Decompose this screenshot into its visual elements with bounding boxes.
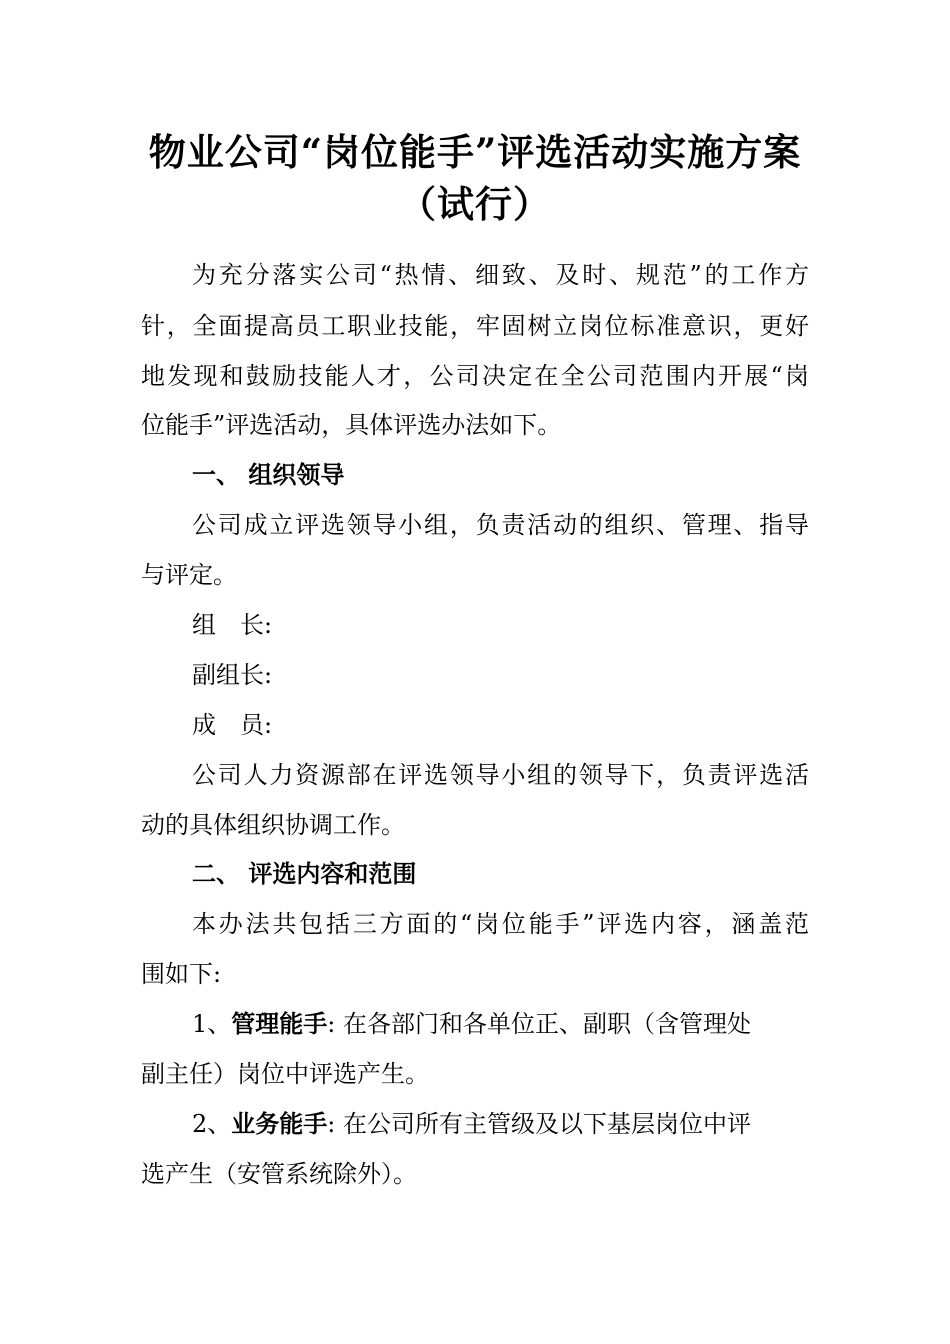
section-1-para2-line-1: 公司人力资源部在评选领导小组的领导下，负责评选活 xyxy=(192,761,809,789)
item-2-label: 业务能手 xyxy=(231,1109,328,1138)
section-1-para2-line-2: 动的具体组织协调工作。 xyxy=(141,811,405,839)
section-2-para-line-2: 围如下: xyxy=(141,960,222,988)
document-subtitle: （试行） xyxy=(399,182,551,226)
section-1-para-line-1: 公司成立评选领导小组，负责活动的组织、管理、指导 xyxy=(192,511,809,539)
item-2-line-1 xyxy=(192,1108,809,1140)
intro-line-1: 为充分落实公司“热情、细致、及时、规范”的工作方 xyxy=(192,261,809,289)
item-1-label: 管理能手 xyxy=(231,1009,328,1038)
item-1-number: 1、 xyxy=(192,1010,232,1038)
item-1-line-2: 副主任）岗位中评选产生。 xyxy=(141,1060,429,1088)
item-1-line-1 xyxy=(192,1008,809,1040)
section-1-heading: 一、 组织领导 xyxy=(192,460,345,489)
deputy-leader-label: 副组长: xyxy=(192,661,273,689)
group-leader-label: 组 长: xyxy=(192,611,273,639)
item-2-text: : 在公司所有主管级及以下基层岗位中评 xyxy=(327,1110,751,1138)
document-title: 物业公司“岗位能手”评选活动实施方案 xyxy=(148,130,802,174)
members-label: 成 员: xyxy=(192,711,273,739)
intro-line-4: 位能手”评选活动，具体评选办法如下。 xyxy=(141,411,562,439)
section-2-heading: 二、 评选内容和范围 xyxy=(192,859,417,888)
item-1-text: : 在各部门和各单位正、副职（含管理处 xyxy=(327,1010,751,1038)
intro-line-3: 地发现和鼓励技能人才，公司决定在全公司范围内开展“岗 xyxy=(141,362,809,390)
intro-line-2: 针，全面提高员工职业技能，牢固树立岗位标准意识，更好 xyxy=(141,312,809,340)
section-1-para-line-2: 与评定。 xyxy=(141,561,237,589)
item-2-number: 2、 xyxy=(192,1110,232,1138)
item-2-line-2: 选产生（安管系统除外）。 xyxy=(141,1160,417,1188)
section-2-para-line-1: 本办法共包括三方面的“岗位能手”评选内容，涵盖范 xyxy=(192,910,809,938)
